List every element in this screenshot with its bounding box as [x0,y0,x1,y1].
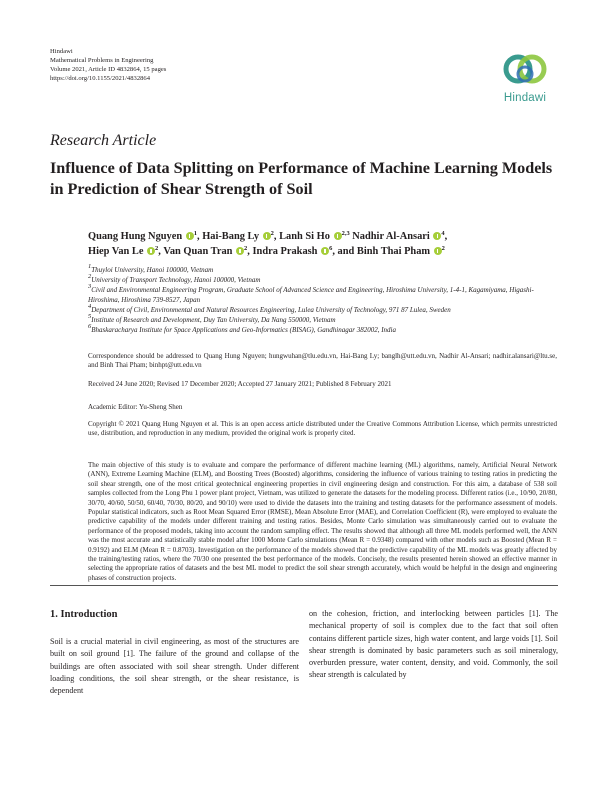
affiliation: $^1$Thuyloi University, Hanoi 100000, Vietnam [88,263,214,274]
affiliation: $^3$Civil and Environmental Engineering Program, Graduate School of Advanced Science and Engineering, Hiroshima University, 1-4-1, Kagamiyama, Higashi-Hiroshima, Hiroshima 739-8527, Japan [88,283,534,304]
orcid-icon[interactable] [147,247,155,255]
article-type: Research Article [50,132,157,149]
orcid-icon[interactable] [236,247,244,255]
divider [50,585,558,586]
author[interactable]: Binh Thai Pham $^2$ [356,245,445,257]
author[interactable]: Lanh Si Ho $^{2,3}$ [279,230,350,242]
orcid-icon[interactable] [186,232,194,240]
affiliation: $^4$Department of Civil, Environmental and Natural Resources Engineering, Lulea University of Technology, 971 87 Lulea, Sweden [88,302,451,314]
affiliation: $^2$University of Transport Technology, Hanoi 100000, Vietnam [88,273,261,285]
intro-column-left: Soil is a crucial material in civil engineering, as most of the structures are built on soil ground [1]. The failure of the ground and collapse of the buildings are often associated with soil shear strength. Under different loading conditions, the soil shear strength, or the shear resistance, is dependent [50,637,299,696]
author[interactable]: Quang Hung Nguyen $^1$ [88,230,197,242]
copyright-notice: Copyright © 2021 Quang Hung Nguyen et al. This is an open access article distributed under the Creative Commons Attribution License, which permits unrestricted use, distribution, and reproduction in any medium, provided the original work is properly cited. [88,420,557,438]
author[interactable]: Indra Prakash $^6$ [252,245,333,257]
affiliations [88,263,558,336]
affiliation: $^6$Bhaskaracharya Institute for Space Applications and Geo-Informatics (BISAG), Gandhinagar 382002, India [88,323,396,335]
orcid-icon[interactable] [334,232,342,240]
section-heading: 1. Introduction [50,609,118,620]
logo-wordmark: Hindawi [503,92,547,104]
orcid-icon[interactable] [321,247,329,255]
intro-column-right: on the cohesion, friction, and interlocking between particles [1]. The mechanical property of soil is complex due to the fact that soil often contains different particle sizes, high water content, and large voids [1]. Soil shear strength is dominated by basic parameters such as soil mineralogy, overburden pressure, water content, density, and void. Commonly, the soil shear strength is calculated by [309,609,558,680]
affiliation: $^5$Institute of Research and Development, Duy Tan University, Da Nang 550000, Vietnam [88,313,336,325]
paper-title: Influence of Data Splitting on Performance of Machine Learning Models in Prediction of Shear Strength of Soil [50,159,553,198]
author[interactable]: Van Quan Tran $^2$ [163,245,248,257]
publisher-name: Hindawi [50,48,73,55]
author[interactable]: Hiep Van Le $^2$ [88,245,159,257]
journal-name: Mathematical Problems in Engineering [50,57,154,64]
volume-info: Volume 2021, Article ID 4832864, 15 pages [50,66,167,73]
correspondence: Correspondence should be addressed to Quang Hung Nguyen; hungwuhan@tlu.edu.vn, Hai-Bang Ly; banglh@utt.edu.vn, Nadhir Al-Ansari; nadhir.alansari@ltu.se, and Binh Thai Pham; binhpt@utt.edu.vn [88,352,557,370]
author[interactable]: Nadhir Al-Ansari $^4$ [352,230,445,242]
orcid-icon[interactable] [263,232,271,240]
author-list: Quang Hung Nguyen $^1$, Hai-Bang Ly $^2$, Lanh Si Ho $^{2,3}$ Nadhir Al-Ansari $^4$, Hiep Van Le $^2$, Van Quan Tran $^2$, Indra Prakash $^6$, and Binh Thai Pham $^2$ [88,230,448,257]
abstract: The main objective of this study is to evaluate and compare the performance of different machine learning (ML) algorithms, namely, Artificial Neural Network (ANN), Extreme Learning Machine (ELM), and Boosting Trees (Boosted) algorithms, considering the influence of various training to testing ratios in predicting the soil shear strength, one of the most critical geotechnical engineering properties in civil engineering design and construction. For this aim, a database of 538 soil samples collected from the Long Phu 1 power plant project, Vietnam, was utilized to generate the datasets for the modeling process. Different ratios (i.e., 10/90, 20/80, 30/70, 40/60, 50/50, 60/40, 70/30, 80/20, and 90/10) were used to divide the datasets into the training and testing datasets for the performance assessment of models. Popular statistical indicators, such as Root Mean Squared Error (RMSE), Mean Absolute Error (MAE), and Correlation Coefficient (R), were employed to evaluate the predictive capability of the models under different training and testing ratios. Besides, Monte Carlo simulation was simultaneously carried out to evaluate the performance of the proposed models, taking into account the random sampling effect. The results showed that although all three ML models performed well, the ANN was the most accurate and statistically stable model after 1000 Monte Carlo simulations (Mean R = 0.9348) compared with other models such as Boosted (Mean R = 0.9192) and ELM (Mean R = 0.8703). Investigation on the performance of the models showed that the predictive capability of the ML models was greatly affected by the training/testing ratios, where the 70/30 one presented the best performance of the models. Concisely, the results presented herein showed an effective manner in selecting the appropriate ratios of datasets and the best ML model to predict the soil shear strength accurately, which would be helpful in the design and engineering phases of construction projects. [88,461,557,582]
academic-editor: Academic Editor: Yu-Sheng Shen [88,403,183,411]
orcid-icon[interactable] [434,247,442,255]
journal-meta [50,47,166,83]
authors-and: and [337,246,355,257]
received-dates: Received 24 June 2020; Revised 17 December 2020; Accepted 27 January 2021; Published 8 February 2021 [88,380,392,388]
orcid-icon[interactable] [433,232,441,240]
author[interactable]: Hai-Bang Ly $^2$ [202,230,274,242]
doi-link[interactable]: https://doi.org/10.1155/2021/4832864 [50,75,151,82]
